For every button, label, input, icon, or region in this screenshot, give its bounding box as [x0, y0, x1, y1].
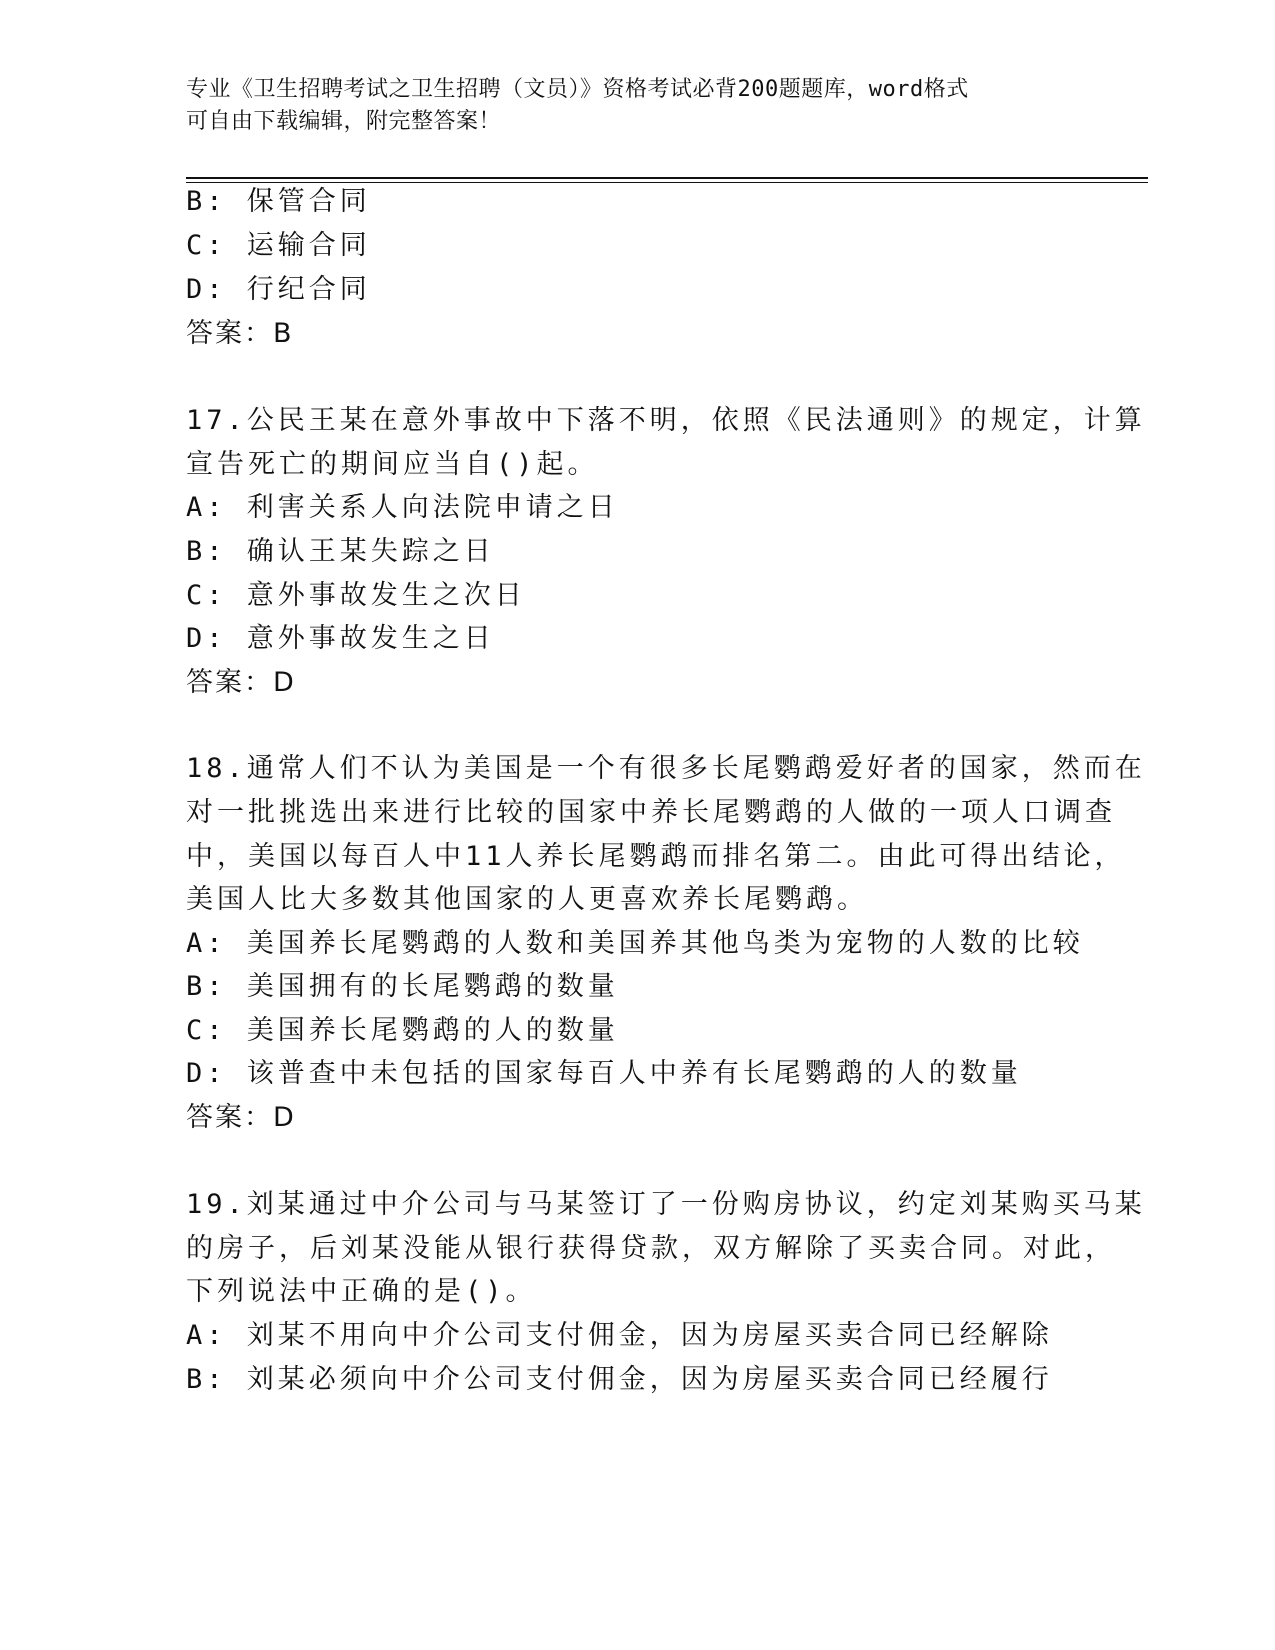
q17-stem-line-1: 17.公民王某在意外事故中下落不明，依照《民法通则》的规定，计算	[186, 405, 1146, 436]
prev-answer: 答案：B	[186, 318, 294, 349]
q18-stem-line-1: 18.通常人们不认为美国是一个有很多长尾鹦鹉爱好者的国家，然而在	[186, 753, 1146, 784]
prev-option-b: B: 保管合同	[186, 186, 371, 217]
q18-stem-line-4: 美国人比大多数其他国家的人更喜欢养长尾鹦鹉。	[186, 884, 868, 915]
prev-option-c: C: 运输合同	[186, 230, 371, 261]
q18-option-d: D: 该普查中未包括的国家每百人中养有长尾鹦鹉的人的数量	[186, 1058, 1022, 1089]
q17-stem-line-2: 宣告死亡的期间应当自()起。	[186, 449, 599, 480]
q18-stem-line-3: 中，美国以每百人中11人养长尾鹦鹉而排名第二。由此可得出结论，	[186, 841, 1126, 872]
q17-option-d: D: 意外事故发生之日	[186, 623, 495, 654]
header-line-2: 可自由下载编辑，附完整答案！	[186, 109, 502, 134]
q19-option-b: B: 刘某必须向中介公司支付佣金，因为房屋买卖合同已经履行	[186, 1364, 1053, 1395]
prev-option-d: D: 行纪合同	[186, 274, 371, 305]
q19-stem-line-2: 的房子，后刘某没能从银行获得贷款，双方解除了买卖合同。对此，	[186, 1233, 1116, 1264]
q18-stem-line-2: 对一批挑选出来进行比较的国家中养长尾鹦鹉的人做的一项人口调查	[186, 797, 1116, 828]
q19-stem-line-3: 下列说法中正确的是()。	[186, 1276, 537, 1307]
q17-option-c: C: 意外事故发生之次日	[186, 580, 526, 611]
q19-option-a: A: 刘某不用向中介公司支付佣金，因为房屋买卖合同已经解除	[186, 1320, 1053, 1351]
q17-answer: 答案：D	[186, 667, 296, 698]
q17-option-b: B: 确认王某失踪之日	[186, 536, 495, 567]
document-header	[186, 74, 1066, 138]
q18-answer: 答案：D	[186, 1102, 296, 1133]
header-line-1: 专业《卫生招聘考试之卫生招聘（文员）》资格考试必背200题题库，word格式	[186, 77, 969, 102]
q18-option-c: C: 美国养长尾鹦鹉的人的数量	[186, 1015, 619, 1046]
q18-option-a: A: 美国养长尾鹦鹉的人数和美国养其他鸟类为宠物的人数的比较	[186, 928, 1084, 959]
q18-option-b: B: 美国拥有的长尾鹦鹉的数量	[186, 971, 619, 1002]
q17-option-a: A: 利害关系人向法院申请之日	[186, 492, 619, 523]
q19-stem-line-1: 19.刘某通过中介公司与马某签订了一份购房协议，约定刘某购买马某	[186, 1189, 1146, 1220]
